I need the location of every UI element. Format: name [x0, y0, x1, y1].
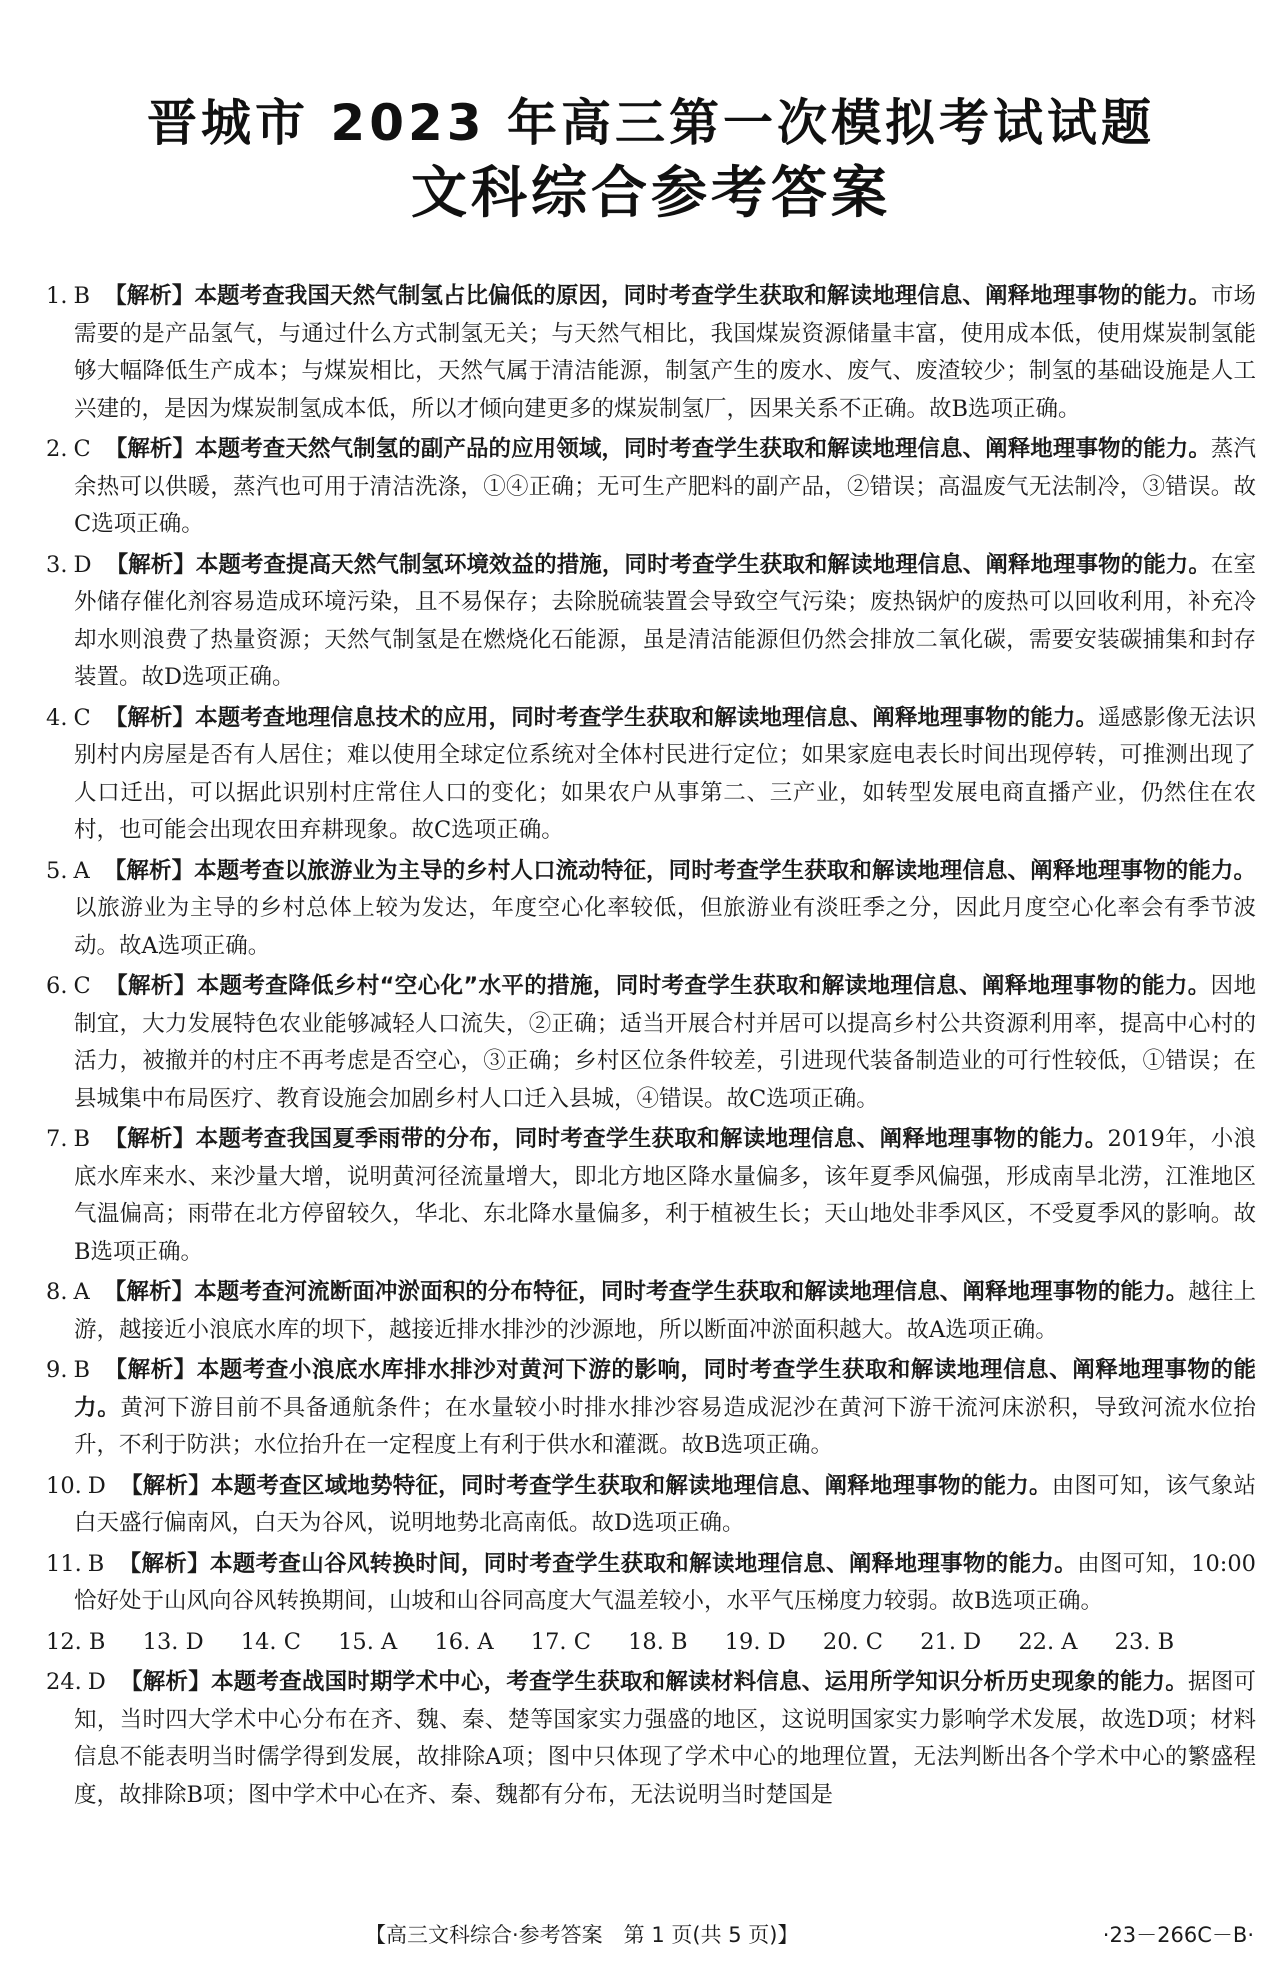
answer-key: 16. A — [434, 1628, 494, 1655]
analysis-heading: 【解析】本题考查区域地势特征，同时考查学生获取和解读地理信息、阐释地理事物的能力。 — [119, 1472, 1052, 1499]
analysis-body: 2019年，小浪底水库来水、来沙量大增，说明黄河径流量增大，即北方地区降水量偏多，该年夏季风偏强，形成南旱北涝，江淮地区气温偏高；雨带在北方停留较久，华北、东北降水量偏多，利于植被生长；天山地处非季风区，不受夏季风的影响。故B选项正确。 — [74, 1126, 1256, 1265]
analysis-body: 市场需要的是产品氢气，与通过什么方式制氢无关；与天然气相比，我国煤炭资源储量丰富，使用成本低，使用煤炭制氢能够大幅降低生产成本；与煤炭相比，天然气属于清洁能源，制氢产生的废水、废气、废渣较少；制氢的基础设施是人工兴建的，是因为煤炭制氢成本低，所以才倾向建更多的煤炭制氢厂，因果关系不正确。故B选项正确。 — [74, 283, 1256, 422]
answer-letter: A — [73, 857, 90, 884]
answer-letter: C — [73, 436, 91, 462]
analysis-body: 在室外储存催化剂容易造成环境污染，且不易保存；去除脱硫装置会导致空气污染；废热锅炉的废热可以回收利用，补充冷却水则浪费了热量资源；天然气制氢是在燃烧化石能源，虽是清洁能源但仍然会排放二氧化碳，需要安装碳捕集和封存装置。故D选项正确。 — [74, 551, 1256, 690]
analysis-heading: 【解析】本题考查天然气制氢的副产品的应用领域，同时考查学生获取和解读地理信息、阐释地理事物的能力。 — [104, 436, 1211, 462]
answer-key: 21. D — [920, 1628, 982, 1655]
answer-item-1: 1. B 【解析】本题考查我国天然气制氢占比偏低的原因，同时考查学生获取和解读地理信息、阐释地理事物的能力。市场需要的是产品氢气，与通过什么方式制氢无关；与天然气相比，我国煤炭资源储量丰富，使用成本低，使用煤炭制氢能够大幅降低生产成本；与煤炭相比，天然气属于清洁能源，制氢产生的废水、废气、废渣较少；制氢的基础设施是人工兴建的，是因为煤炭制氢成本低，所以才倾向建更多的煤炭制氢厂，因果关系不正确。故B选项正确。 — [46, 283, 1256, 422]
analysis-body: 蒸汽余热可以供暖，蒸汽也可用于清洁洗涤，①④正确；无可生产肥料的副产品，②错误；高温废气无法制冷，③错误。故C选项正确。 — [74, 436, 1256, 537]
answer-key: 13. D — [142, 1628, 204, 1655]
answer-letter: B — [87, 1550, 105, 1577]
analysis-body: 遥感影像无法识别村内房屋是否有人居住；难以使用全球定位系统对全体村民进行定位；如果家庭电表长时间出现停转，可推测出现了人口迁出，可以据此识别村庄常住人口的变化；如果农户从事第二、三产业，如转型发展电商直播产业，仍然住在农村，也可能会出现农田弃耕现象。故C选项正确。 — [74, 704, 1256, 843]
analysis-heading: 【解析】本题考查山谷风转换时间，同时考查学生获取和解读地理信息、阐释地理事物的能力。 — [118, 1550, 1078, 1577]
answer-key: 19. D — [724, 1628, 786, 1655]
answer-item-2: 2. C 【解析】本题考查天然气制氢的副产品的应用领域，同时考查学生获取和解读地理信息、阐释地理事物的能力。蒸汽余热可以供暖，蒸汽也可用于清洁洗涤，①④正确；无可生产肥料的副产品，②错误；高温废气无法制冷，③错误。故C选项正确。 — [46, 436, 1256, 537]
answer-item-3: 3. D 【解析】本题考查提高天然气制氢环境效益的措施，同时考查学生获取和解读地理信息、阐释地理事物的能力。在室外储存催化剂容易造成环境污染，且不易保存；去除脱硫装置会导致空气污染；废热锅炉的废热可以回收利用，补充冷却水则浪费了热量资源；天然气制氢是在燃烧化石能源，虽是清洁能源但仍然会排放二氧化碳，需要安装碳捕集和封存装置。故D选项正确。 — [46, 551, 1256, 690]
answer-item-11: 11. B 【解析】本题考查山谷风转换时间，同时考查学生获取和解读地理信息、阐释地理事物的能力。由图可知，10:00恰好处于山风向谷风转换期间，山坡和山谷同高度大气温差较小，水平气压梯度力较弱。故B选项正确。 — [46, 1550, 1256, 1614]
answer-letter: B — [73, 1126, 91, 1152]
answer-list — [46, 278, 1256, 1814]
exam-title: 晋城市 2023 年高三第一次模拟考试试题 — [147, 94, 1155, 152]
answer-letter: C — [73, 704, 91, 731]
answer-key: 17. C — [530, 1628, 591, 1655]
page-number: 【高三文科综合·参考答案 第 1 页(共 5 页)】 — [365, 1923, 799, 1947]
answer-letter: A — [73, 1279, 90, 1305]
answer-key: 23. B — [1114, 1628, 1175, 1655]
analysis-heading: 【解析】本题考查地理信息技术的应用，同时考查学生获取和解读地理信息、阐释地理事物的能力。 — [104, 704, 1099, 731]
answer-letter: C — [73, 973, 91, 999]
answer-title: 文科综合参考答案 — [411, 161, 891, 226]
analysis-body: 因地制宜，大力发展特色农业能够减轻人口流失，②正确；适当开展合村并居可以提高乡村公共资源利用率，提高中心村的活力，被撤并的村庄不再考虑是否空心，③正确；乡村区位条件较差，引进现代装备制造业的可行性较低，①错误；在县城集中布局医疗、教育设施会加剧乡村人口迁入县城，④错误。故C选项正确。 — [74, 973, 1256, 1112]
answer-key-row — [46, 1624, 1256, 1662]
analysis-heading: 【解析】本题考查降低乡村“空心化”水平的措施，同时考查学生获取和解读地理信息、阐释地理事物的能力。 — [104, 973, 1211, 999]
answer-letter: D — [73, 551, 92, 578]
analysis-body: 由图可知，该气象站白天盛行偏南风，白天为谷风，说明地势北高南低。故D选项正确。 — [74, 1472, 1256, 1536]
analysis-body: 黄河下游目前不具备通航条件；在水量较小时排水排沙容易造成泥沙在黄河下游干流河床淤积，导致河流水位抬升，不利于防洪；水位抬升在一定程度上有利于供水和灌溉。故B选项正确。 — [74, 1394, 1256, 1458]
answer-key: 15. A — [338, 1628, 398, 1655]
answer-key: 22. A — [1018, 1628, 1078, 1655]
answer-key: 18. B — [628, 1628, 688, 1655]
answer-item-7: 7. B 【解析】本题考查我国夏季雨带的分布，同时考查学生获取和解读地理信息、阐释地理事物的能力。2019年，小浪底水库来水、来沙量大增，说明黄河径流量增大，即北方地区降水量偏多，该年夏季风偏强，形成南旱北涝，江淮地区气温偏高；雨带在北方停留较久，华北、东北降水量偏多，利于植被生长；天山地处非季风区，不受夏季风的影响。故B选项正确。 — [46, 1126, 1256, 1265]
analysis-heading: 【解析】本题考查提高天然气制氢环境效益的措施，同时考查学生获取和解读地理信息、阐释地理事物的能力。 — [105, 551, 1211, 578]
paper-code: ·23－266C－B· — [1102, 1923, 1254, 1947]
analysis-heading: 【解析】本题考查河流断面冲淤面积的分布特征，同时考查学生获取和解读地理信息、阐释地理事物的能力。 — [103, 1279, 1189, 1305]
answer-item-4: 4. C 【解析】本题考查地理信息技术的应用，同时考查学生获取和解读地理信息、阐释地理事物的能力。遥感影像无法识别村内房屋是否有人居住；难以使用全球定位系统对全体村民进行定位；如果家庭电表长时间出现停转，可推测出现了人口迁出，可以据此识别村庄常住人口的变化；如果农户从事第二、三产业，如转型发展电商直播产业，仍然住在农村，也可能会出现农田弃耕现象。故C选项正确。 — [46, 704, 1256, 843]
analysis-body: 据图可知，当时四大学术中心分布在齐、魏、秦、楚等国家实力强盛的地区，这说明国家实力影响学术发展，故选D项；材料信息不能表明当时儒学得到发展，故排除A项；图中只体现了学术中心的地理位置，无法判断出各个学术中心的繁盛程度，故排除B项；图中学术中心在齐、秦、魏都有分布，无法说明当时楚国是 — [74, 1669, 1256, 1808]
analysis-heading: 【解析】本题考查小浪底水库排水排沙对黄河下游的影响，同时考查学生获取和解读地理信息、阐释地理事物的能力。 — [74, 1357, 1256, 1421]
analysis-heading: 【解析】本题考查我国天然气制氢占比偏低的原因，同时考查学生获取和解读地理信息、阐释地理事物的能力。 — [104, 283, 1211, 309]
answer-item-5: 5. A 【解析】本题考查以旅游业为主导的乡村人口流动特征，同时考查学生获取和解读地理信息、阐释地理事物的能力。以旅游业为主导的乡村总体上较为发达，年度空心化率较低，但旅游业有淡旺季之分，因此月度空心化率会有季节波动。故A选项正确。 — [46, 857, 1256, 959]
analysis-heading: 【解析】本题考查我国夏季雨带的分布，同时考查学生获取和解读地理信息、阐释地理事物的能力。 — [104, 1126, 1108, 1152]
answer-letter: B — [73, 283, 91, 309]
answer-letter: D — [87, 1472, 106, 1499]
analysis-body: 由图可知，10:00恰好处于山风向谷风转换期间，山坡和山谷同高度大气温差较小，水平气压梯度力较弱。故B选项正确。 — [74, 1550, 1256, 1614]
analysis-heading: 【解析】本题考查以旅游业为主导的乡村人口流动特征，同时考查学生获取和解读地理信息、阐释地理事物的能力。 — [103, 857, 1256, 884]
answer-item-6: 6. C 【解析】本题考查降低乡村“空心化”水平的措施，同时考查学生获取和解读地理信息、阐释地理事物的能力。因地制宜，大力发展特色农业能够减轻人口流失，②正确；适当开展合村并居可以提高乡村公共资源利用率，提高中心村的活力，被撤并的村庄不再考虑是否空心，③正确；乡村区位条件较差，引进现代装备制造业的可行性较低，①错误；在县城集中布局医疗、教育设施会加剧乡村人口迁入县城，④错误。故C选项正确。 — [46, 973, 1256, 1112]
answer-item-10: 10. D 【解析】本题考查区域地势特征，同时考查学生获取和解读地理信息、阐释地理事物的能力。由图可知，该气象站白天盛行偏南风，白天为谷风，说明地势北高南低。故D选项正确。 — [46, 1472, 1256, 1536]
analysis-heading: 【解析】本题考查战国时期学术中心，考查学生获取和解读材料信息、运用所学知识分析历史现象的能力。 — [119, 1669, 1189, 1695]
answer-item-8: 8. A 【解析】本题考查河流断面冲淤面积的分布特征，同时考查学生获取和解读地理信息、阐释地理事物的能力。越往上游，越接近小浪底水库的坝下，越接近排水排沙的沙源地，所以断面冲淤面积越大。故A选项正确。 — [46, 1279, 1256, 1343]
answer-letter: D — [87, 1669, 106, 1695]
answer-key: 20. C — [822, 1628, 884, 1655]
answer-key: 14. C — [240, 1628, 301, 1655]
answer-item-24: 24. D 【解析】本题考查战国时期学术中心，考查学生获取和解读材料信息、运用所学知识分析历史现象的能力。据图可知，当时四大学术中心分布在齐、魏、秦、楚等国家实力强盛的地区，这说明国家实力影响学术发展，故选D项；材料信息不能表明当时儒学得到发展，故排除A项；图中只体现了学术中心的地理位置，无法判断出各个学术中心的繁盛程度，故排除B项；图中学术中心在齐、秦、魏都有分布，无法说明当时楚国是 — [46, 1669, 1256, 1808]
answer-key: 12. B — [46, 1628, 106, 1655]
analysis-body: 以旅游业为主导的乡村总体上较为发达，年度空心化率较低，但旅游业有淡旺季之分，因此月度空心化率会有季节波动。故A选项正确。 — [74, 895, 1256, 959]
answer-item-9: 9. B 【解析】本题考查小浪底水库排水排沙对黄河下游的影响，同时考查学生获取和解读地理信息、阐释地理事物的能力。黄河下游目前不具备通航条件；在水量较小时排水排沙容易造成泥沙在黄河下游干流河床淤积，导致河流水位抬升，不利于防洪；水位抬升在一定程度上有利于供水和灌溉。故B选项正确。 — [46, 1357, 1256, 1458]
answer-letter: B — [73, 1357, 91, 1383]
analysis-body: 越往上游，越接近小浪底水库的坝下，越接近排水排沙的沙源地，所以断面冲淤面积越大。故A选项正确。 — [74, 1279, 1256, 1343]
